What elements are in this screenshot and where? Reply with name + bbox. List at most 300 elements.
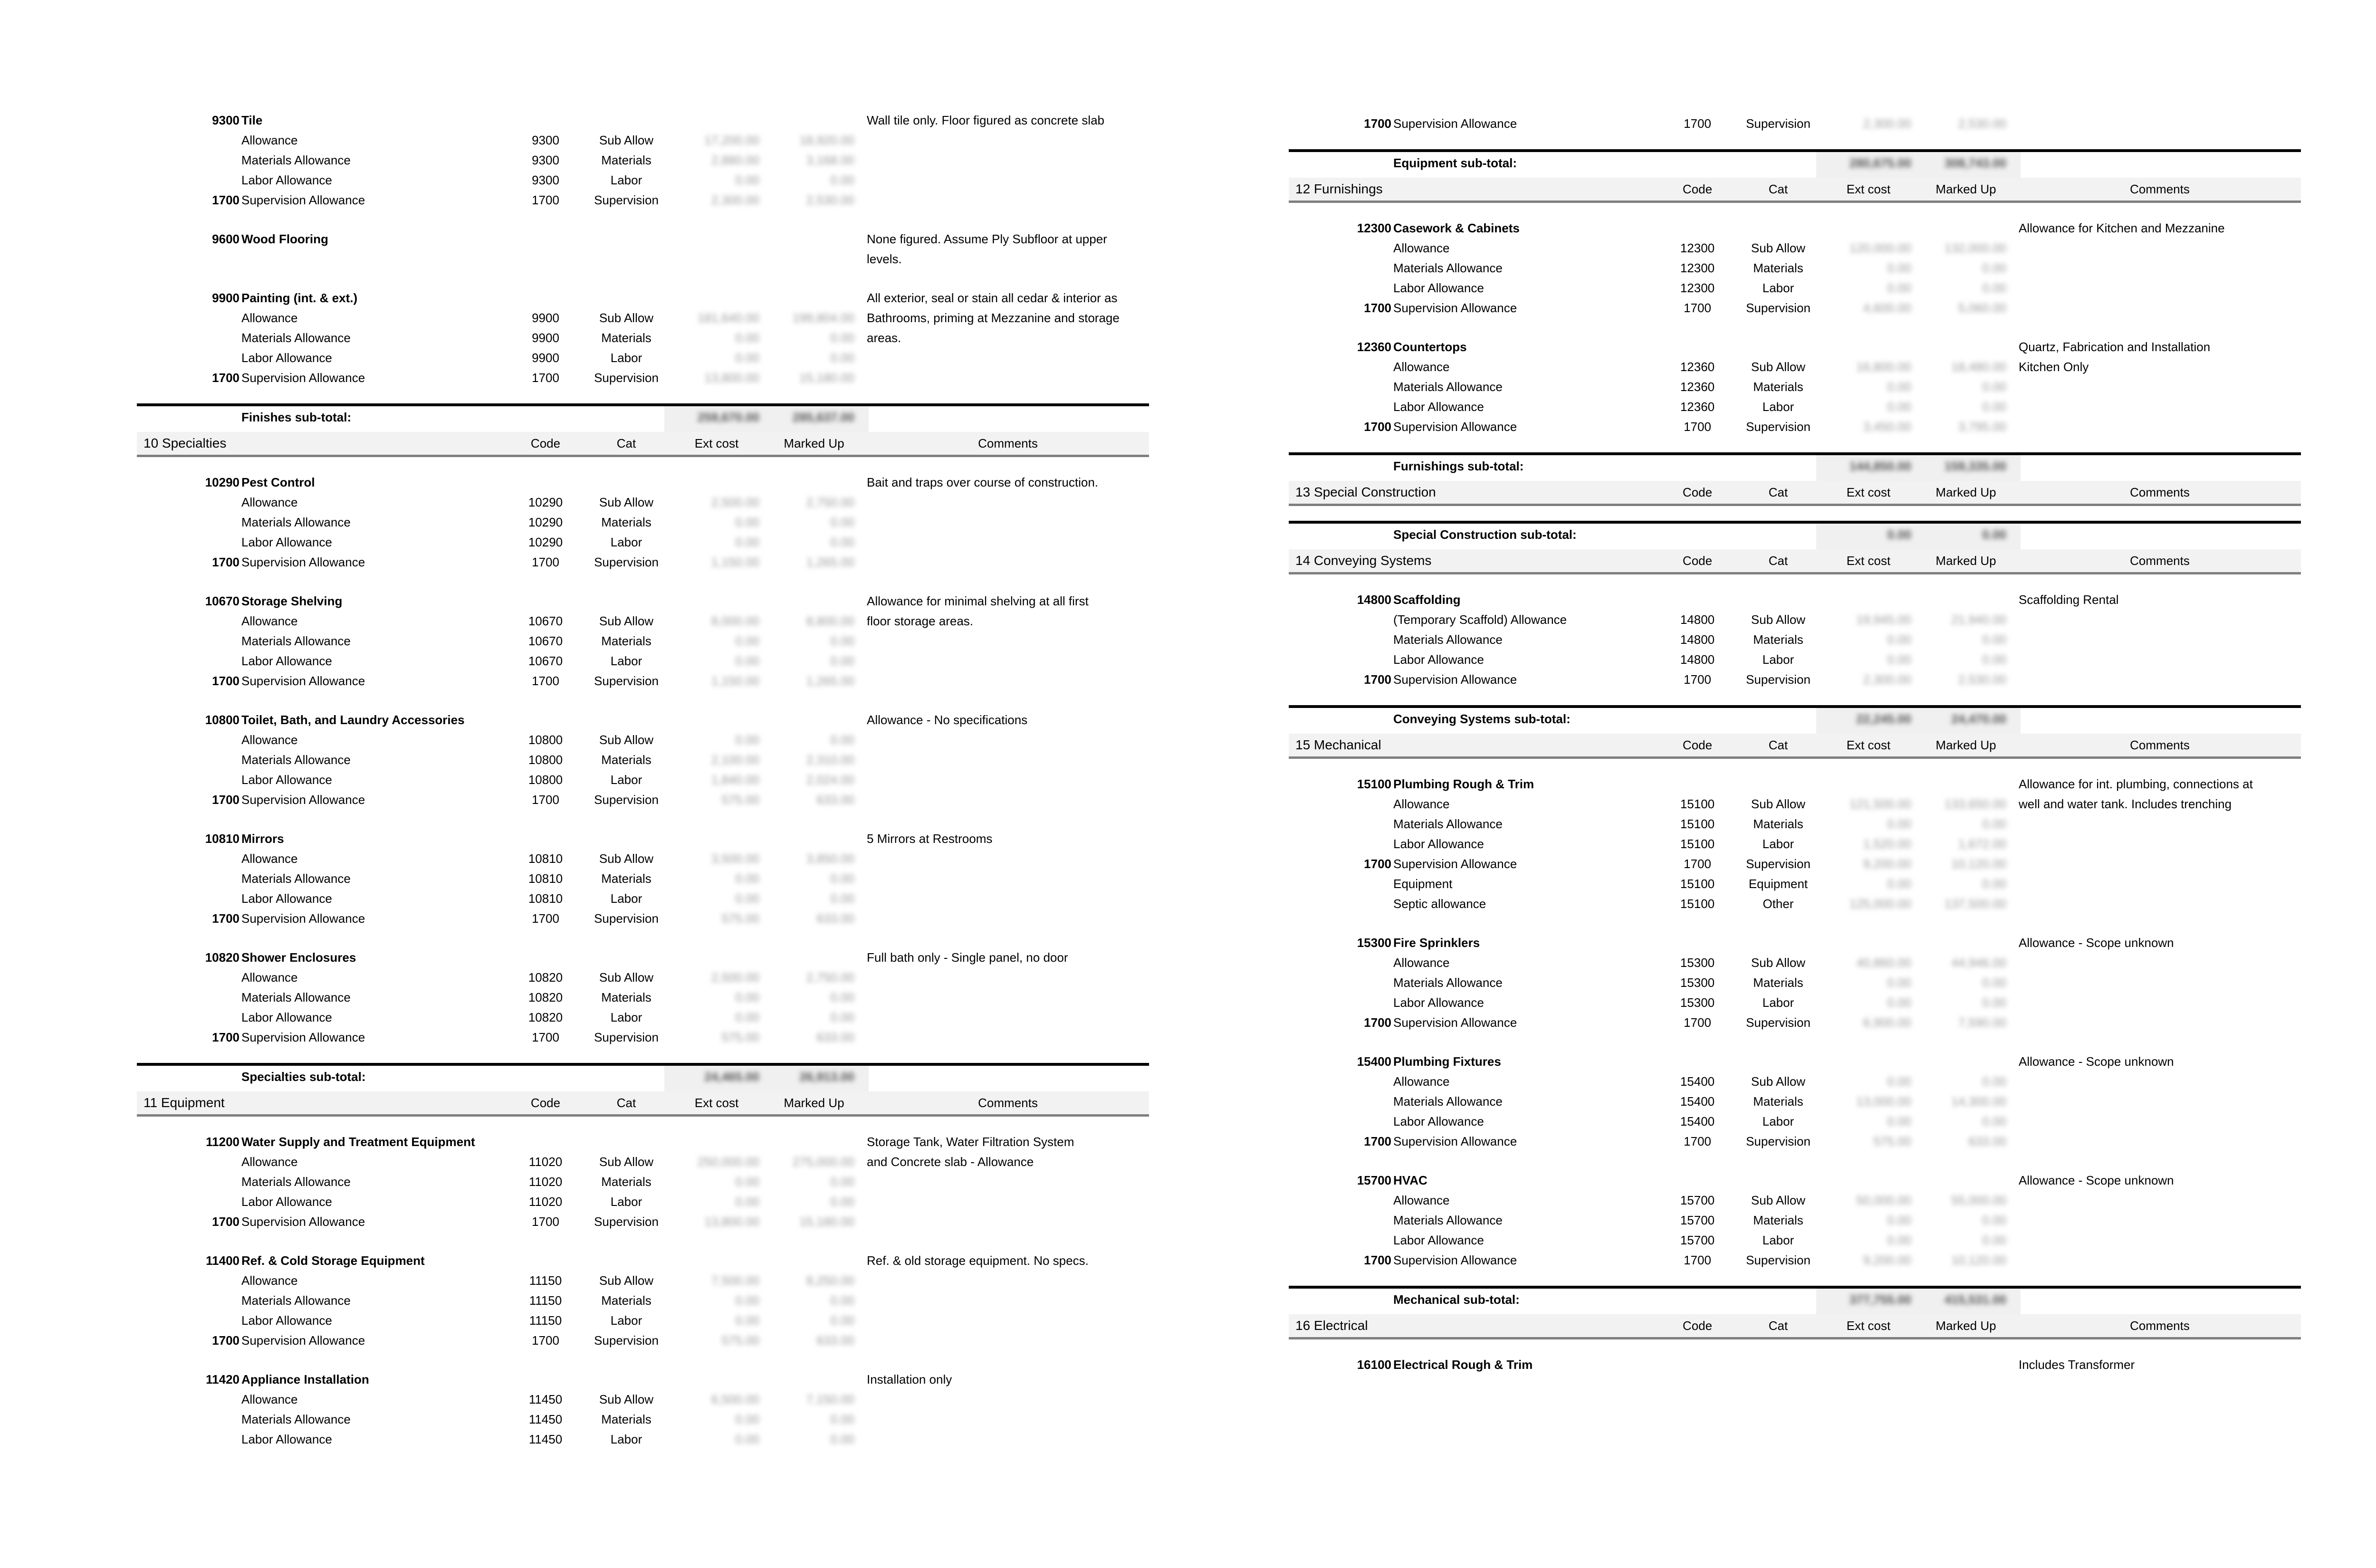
column-header-cat: Cat [616,1096,636,1110]
ext-cost-value: 575.00 [721,793,759,807]
subtotal-row [1289,149,2301,178]
line-description: Materials Allowance [241,153,351,167]
marked-up-value: 10,120.00 [1951,1253,2006,1267]
line-item-row [1289,278,2310,297]
cost-category: Materials [1753,817,1803,831]
cost-category: Materials [601,871,651,886]
comment-text: Ref. & old storage equipment. No specs. [867,1253,1089,1268]
column-header-marked-up: Marked Up [1935,182,1996,196]
line-item-row [1289,1191,2310,1210]
line-item-row [1289,258,2310,277]
cost-category: Materials [1753,380,1803,394]
column-header-cat: Cat [1768,182,1788,196]
marked-up-value: 0.00 [830,654,854,668]
marked-up-value: 1,265.00 [806,555,854,569]
item-number: 1700 [212,193,240,207]
marked-up-value: 5,060.00 [1958,301,2006,315]
line-item-row [137,770,1159,789]
ext-cost-value: 121,500.00 [1849,797,1911,811]
ext-cost-value: 0.00 [1887,400,1911,414]
line-item-row [137,131,1159,150]
line-description: Supervision Allowance [1393,672,1517,687]
item-number: 11420 [206,1372,240,1386]
cost-code: 12300 [1680,281,1715,295]
line-item-row [137,249,1159,268]
cost-code: 10290 [528,535,563,549]
cost-code: 11020 [528,1195,563,1209]
marked-up-value: 3,795.00 [1958,420,2006,434]
line-item-row [1289,1251,2310,1270]
ext-cost-value: 0.00 [1887,877,1911,891]
line-description: Supervision Allowance [241,371,365,385]
item-number: 1700 [212,793,240,807]
subtotal-row [1289,452,2301,481]
subtotal-marked-up: 415,531.00 [1944,1292,2006,1307]
section-title: 10 Specialties [144,436,227,450]
comment-text: floor storage areas. [867,614,974,628]
marked-up-value: 0.00 [830,871,854,886]
item-number: 1700 [1364,1253,1391,1267]
subtotal-label: Conveying Systems sub-total: [1393,712,1571,726]
line-description: Supervision Allowance [1393,116,1517,131]
item-title: Appliance Installation [241,1372,369,1386]
marked-up-value: 0.00 [1982,1213,2006,1227]
marked-up-value: 14,300.00 [1951,1094,2006,1109]
cost-category: Supervision [594,193,659,207]
ext-cost-value: 0.00 [1887,1213,1911,1227]
ext-cost-value: 0.00 [735,1412,759,1426]
cost-category: Sub Allow [1751,1074,1806,1089]
cost-code: 10670 [528,634,563,648]
comment-text: Installation only [867,1372,952,1386]
line-item-row [1289,630,2310,649]
item-title: Pest Control [241,475,315,489]
cost-code: 10800 [528,773,563,787]
marked-up-value: 0.00 [1982,652,2006,667]
column-header-code: Code [1682,182,1713,196]
line-description: Allowance [241,133,298,147]
column-header-marked-up: Marked Up [784,436,844,450]
line-item-row [1289,377,2310,396]
column-header-cat: Cat [1768,485,1788,499]
cost-category: Supervision [1746,1253,1811,1267]
item-title: Water Supply and Treatment Equipment [241,1135,475,1149]
cost-code: 15100 [1680,797,1715,811]
line-item-row [137,368,1159,387]
comment-text: Allowance for int. plumbing, connections at [2019,777,2253,791]
line-item-row [1289,973,2310,992]
line-item-header [137,948,1159,967]
line-description: Allowance [1393,1074,1450,1089]
ext-cost-value: 0.00 [735,990,759,1004]
subtotal-marked-up: 0.00 [1982,527,2006,542]
ext-cost-value: 0.00 [735,1195,759,1209]
line-item-header [137,592,1159,611]
section-header [1289,178,2301,203]
cost-code: 10810 [528,851,563,866]
marked-up-value: 15,180.00 [799,371,854,385]
cost-category: Labor [1762,400,1794,414]
ext-cost-value: 0.00 [1887,1233,1911,1247]
comment-text: areas. [867,331,901,345]
item-number: 1700 [1364,1015,1391,1030]
line-item-row [137,889,1159,908]
column-header-marked-up: Marked Up [1935,1319,1996,1333]
cost-category: Labor [610,173,642,187]
cost-category: Labor [1762,995,1794,1010]
line-description: Materials Allowance [241,990,351,1004]
line-description: Labor Allowance [1393,1114,1484,1128]
item-title: HVAC [1393,1173,1428,1187]
marked-up-value: 21,940.00 [1951,612,2006,627]
cost-category: Labor [610,351,642,365]
column-header-cat: Cat [1768,738,1788,752]
line-item-row [137,1331,1159,1350]
subtotal-ext-cost: 259,670.00 [697,410,759,424]
line-description: Labor Allowance [241,1313,332,1328]
item-title: Electrical Rough & Trim [1393,1358,1533,1372]
section-header [137,1091,1149,1117]
marked-up-value: 0.00 [830,331,854,345]
comment-text: Quartz, Fabrication and Installation [2019,340,2211,354]
line-description: Materials Allowance [1393,261,1503,275]
cost-code: 12360 [1680,360,1715,374]
line-item-header [137,710,1159,729]
item-number: 1700 [212,674,240,688]
cost-code: 15400 [1680,1114,1715,1128]
marked-up-value: 7,150.00 [806,1392,854,1406]
section-title: 14 Conveying Systems [1295,553,1432,568]
item-title: Casework & Cabinets [1393,221,1520,235]
line-description: Labor Allowance [241,1195,332,1209]
subtotal-label: Equipment sub-total: [1393,156,1517,170]
cost-category: Materials [1753,261,1803,275]
ext-cost-value: 0.00 [1887,1074,1911,1089]
section-header [1289,481,2301,506]
line-item-header [137,1251,1159,1270]
cost-code: 10290 [528,515,563,529]
line-item-row [137,750,1159,769]
ext-cost-value: 575.00 [1873,1134,1911,1148]
item-title: Wood Flooring [241,232,328,246]
column-header-code: Code [530,436,561,450]
marked-up-value: 0.00 [830,515,854,529]
cost-category: Sub Allow [1751,360,1806,374]
item-number: 1700 [212,1030,240,1044]
cost-code: 14800 [1680,632,1715,647]
cost-category: Supervision [594,1214,659,1229]
ext-cost-value: 19,945.00 [1856,612,1911,627]
comment-text: well and water tank. Includes trenching [2019,797,2232,811]
line-item-row [137,671,1159,690]
ext-cost-value: 0.00 [1887,1114,1911,1128]
item-number: 15700 [1357,1173,1391,1187]
line-item-row [1289,834,2310,853]
cost-code: 9900 [532,351,559,365]
marked-up-value: 18,480.00 [1951,360,2006,374]
cost-category: Sub Allow [599,1273,654,1288]
cost-category: Equipment [1748,877,1808,891]
column-header-comments: Comments [2130,485,2190,499]
ext-cost-value: 7,500.00 [711,1273,759,1288]
ext-cost-value: 575.00 [721,1333,759,1348]
subtotal-marked-up: 24,470.00 [1951,712,2006,726]
line-item-row [1289,1112,2310,1131]
column-header-cat: Cat [1768,1319,1788,1333]
column-header-marked-up: Marked Up [1935,485,1996,499]
marked-up-value: 0.00 [1982,1114,2006,1128]
cost-category: Sub Allow [599,733,654,747]
line-item-row [1289,1072,2310,1091]
line-item-row [1289,1231,2310,1250]
line-description: Supervision Allowance [1393,1253,1517,1267]
marked-up-value: 0.00 [1982,632,2006,647]
line-item-row [1289,1132,2310,1151]
line-description: Labor Allowance [1393,837,1484,851]
line-item-row [137,493,1159,512]
line-item-row [137,1430,1159,1449]
ext-cost-value: 16,800.00 [1856,360,1911,374]
column-header-ext-cost: Ext cost [694,436,739,450]
cost-category: Materials [601,153,651,167]
subtotal-label: Finishes sub-total: [241,410,352,424]
section-header [137,432,1149,457]
column-header-code: Code [530,1096,561,1110]
cost-category: Labor [610,535,642,549]
marked-up-value: 2,530.00 [1958,116,2006,131]
line-item-header [137,1370,1159,1389]
cost-code: 15100 [1680,837,1715,851]
cost-category: Sub Allow [1751,797,1806,811]
ext-cost-value: 575.00 [721,1030,759,1044]
line-item-row [1289,1092,2310,1111]
comment-text: Allowance - No specifications [867,713,1028,727]
cost-code: 15700 [1680,1193,1715,1207]
ext-cost-value: 0.00 [1887,261,1911,275]
ext-cost-value: 8,000.00 [711,614,759,628]
line-item-row [137,151,1159,170]
cost-code: 15300 [1680,995,1715,1010]
cost-code: 11020 [528,1175,563,1189]
item-number: 12300 [1357,221,1391,235]
ext-cost-value: 0.00 [735,871,759,886]
subtotal-ext-cost: 144,850.00 [1849,459,1911,473]
marked-up-value: 44,946.00 [1951,956,2006,970]
item-title: Scaffolding [1393,593,1461,607]
line-description: Allowance [241,311,298,325]
line-description: Materials Allowance [241,1412,351,1426]
subtotal-row [1289,521,2301,549]
cost-code: 11150 [529,1293,562,1308]
line-item-row [137,533,1159,552]
marked-up-value: 3,850.00 [806,851,854,866]
line-description: Labor Allowance [241,173,332,187]
line-description: Materials Allowance [241,871,351,886]
column-header-cat: Cat [616,436,636,450]
marked-up-value: 0.00 [830,1412,854,1426]
cost-category: Sub Allow [1751,612,1806,627]
marked-up-value: 0.00 [1982,1074,2006,1089]
cost-code: 1700 [532,674,559,688]
marked-up-value: 0.00 [830,990,854,1004]
cost-code: 10820 [528,970,563,985]
column-header-code: Code [1682,554,1713,568]
cost-category: Sub Allow [599,495,654,509]
comment-text: Kitchen Only [2019,360,2089,374]
line-description: (Temporary Scaffold) Allowance [1393,612,1567,627]
ext-cost-value: 181,640.00 [697,311,759,325]
line-item-row [137,849,1159,868]
cost-code: 9900 [532,331,559,345]
line-item-row [137,553,1159,572]
marked-up-value: 2,310.00 [806,753,854,767]
section-title: 15 Mechanical [1295,737,1381,752]
ext-cost-value: 250,000.00 [697,1155,759,1169]
column-header-cat: Cat [1768,554,1788,568]
line-description: Labor Allowance [241,654,332,668]
marked-up-value: 55,000.00 [1951,1193,2006,1207]
comment-text: Includes Transformer [2019,1358,2135,1372]
cost-code: 1700 [532,193,559,207]
item-title: Toilet, Bath, and Laundry Accessories [241,713,465,727]
line-item-row [137,651,1159,670]
item-number: 12360 [1357,340,1391,354]
ext-cost-value: 0.00 [735,1432,759,1446]
ext-cost-value: 17,200.00 [704,133,759,147]
line-item-header [1289,1052,2310,1071]
line-item-row [1289,953,2310,972]
line-description: Allowance [1393,241,1450,255]
line-item-row [137,869,1159,888]
cost-code: 15100 [1680,817,1715,831]
cost-category: Supervision [1746,857,1811,871]
cost-code: 9300 [532,173,559,187]
subtotal-row [137,1063,1149,1091]
ext-cost-value: 6,500.00 [711,1392,759,1406]
cost-code: 11450 [528,1392,563,1406]
line-item-row [137,730,1159,749]
subtotal-ext-cost: 0.00 [1887,527,1911,542]
marked-up-value: 0.00 [1982,400,2006,414]
item-number: 9300 [212,113,240,127]
section-header [1289,734,2301,759]
ext-cost-value: 13,800.00 [704,1214,759,1229]
line-item-row [1289,239,2310,258]
item-number: 1700 [212,911,240,926]
item-title: Painting (int. & ext.) [241,291,358,305]
cost-category: Labor [610,654,642,668]
cost-code: 14800 [1680,612,1715,627]
line-item-row [137,1410,1159,1429]
marked-up-value: 0.00 [1982,975,2006,990]
cost-code: 10800 [528,733,563,747]
line-description: Labor Allowance [241,535,332,549]
line-description: Allowance [241,970,298,985]
item-number: 1700 [212,1214,240,1229]
comment-text: levels. [867,252,902,266]
marked-up-value: 1,265.00 [806,674,854,688]
line-item-header [137,288,1159,307]
marked-up-value: 10,120.00 [1951,857,2006,871]
item-number: 11400 [206,1253,240,1268]
cost-code: 15100 [1680,897,1715,911]
cost-code: 10290 [528,495,563,509]
cost-code: 15300 [1680,956,1715,970]
column-header-code: Code [1682,738,1713,752]
cost-category: Labor [610,1195,642,1209]
cost-code: 1700 [1684,420,1711,434]
cost-category: Materials [601,515,651,529]
cost-category: Materials [601,1175,651,1189]
ext-cost-value: 2,300.00 [1863,672,1911,687]
marked-up-value: 0.00 [830,1293,854,1308]
ext-cost-value: 0.00 [1887,380,1911,394]
cost-category: Supervision [594,555,659,569]
cost-category: Labor [610,773,642,787]
line-description: Septic allowance [1393,897,1486,911]
cost-category: Sub Allow [599,1155,654,1169]
line-description: Materials Allowance [1393,1213,1503,1227]
line-description: Labor Allowance [241,1010,332,1024]
cost-code: 1700 [1684,1134,1711,1148]
item-number: 15400 [1357,1054,1391,1069]
marked-up-value: 133,650.00 [1944,797,2006,811]
ext-cost-value: 0.00 [735,891,759,906]
subtotal-marked-up: 285,637.00 [792,410,854,424]
line-description: Supervision Allowance [241,1030,365,1044]
item-title: Countertops [1393,340,1467,354]
section-title: 11 Equipment [144,1095,225,1110]
ext-cost-value: 2,100.00 [711,753,759,767]
line-description: Supervision Allowance [241,793,365,807]
line-description: Materials Allowance [1393,975,1503,990]
item-number: 16100 [1357,1358,1391,1372]
line-description: Supervision Allowance [241,193,365,207]
line-description: Supervision Allowance [1393,1134,1517,1148]
item-number: 10820 [205,950,240,965]
cost-code: 9300 [532,153,559,167]
item-number: 10800 [205,713,240,727]
item-number: 1700 [212,555,240,569]
section-title: 13 Special Construction [1295,485,1436,499]
marked-up-value: 633.00 [816,1333,854,1348]
ext-cost-value: 0.00 [735,351,759,365]
cost-code: 1700 [1684,672,1711,687]
comment-text: Allowance - Scope unknown [2019,936,2174,950]
comment-text: Full bath only - Single panel, no door [867,950,1068,965]
ext-cost-value: 125,000.00 [1849,897,1911,911]
line-description: Labor Allowance [241,891,332,906]
item-title: Shower Enclosures [241,950,356,965]
line-description: Labor Allowance [1393,400,1484,414]
marked-up-value: 633.00 [816,793,854,807]
subtotal-row [137,403,1149,432]
line-item-row [1289,854,2310,873]
line-description: Allowance [241,495,298,509]
line-item-header [137,229,1159,249]
cost-category: Supervision [1746,1015,1811,1030]
subtotal-ext-cost: 24,465.00 [704,1070,759,1084]
marked-up-value: 0.00 [830,733,854,747]
cost-category: Materials [601,1412,651,1426]
item-number: 1700 [212,1333,240,1348]
ext-cost-value: 0.00 [1887,281,1911,295]
item-title: Tile [241,113,263,127]
cost-category: Labor [1762,281,1794,295]
ext-cost-value: 2,500.00 [711,495,759,509]
cost-code: 1700 [532,1030,559,1044]
ext-cost-value: 575.00 [721,911,759,926]
